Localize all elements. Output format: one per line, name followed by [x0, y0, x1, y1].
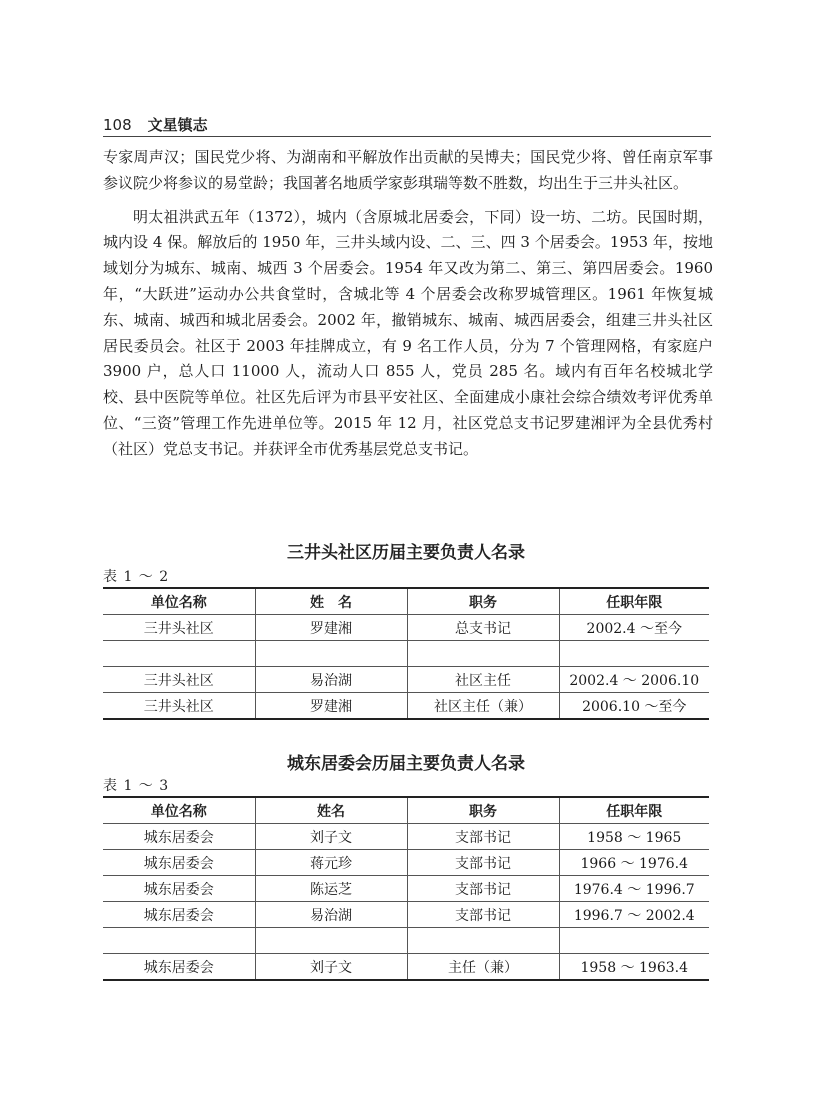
table-cell: 城东居委会: [103, 876, 255, 902]
column-header: 单位名称: [103, 797, 255, 824]
column-header: 任职年限: [559, 797, 709, 824]
table-sanjingtou-leaders: [103, 587, 709, 720]
table-cell: 社区主任: [407, 667, 559, 693]
table-cell: 城东居委会: [103, 954, 255, 981]
table-cell: [255, 928, 407, 954]
table-row: [103, 928, 709, 954]
table-row: [103, 824, 709, 850]
table-row: [103, 902, 709, 928]
table-row: [103, 667, 709, 693]
table-cell: [407, 928, 559, 954]
table-cell: [559, 641, 709, 667]
table-cell: 罗建湘: [255, 693, 407, 720]
table-cell: 1966 ～ 1976.4: [559, 850, 709, 876]
table-cell: 三井头社区: [103, 667, 255, 693]
table-cell: 社区主任（兼）: [407, 693, 559, 720]
table-row: [103, 615, 709, 641]
column-header: 职务: [407, 797, 559, 824]
paragraph: 明太祖洪武五年（1372），城内（含原城北居委会，下同）设一坊、二坊。民国时期，城内设 4 保。解放后的 1950 年，三井头域内设、二、三、四 3 个居委会。1953 年，按地域划分为城东、城南、城西 3 个居委会。1954 年又改为第二、第三、第四居委会。1960 年，“大跃进”运动办公共食堂时，含城北等 4 个居委会改称罗城管理区。1961 年恢复城东、城南、城西和城北居委会。2002 年，撤销城东、城南、城西居委会，组建三井头社区居民委员会。社区于 2003 年挂牌成立，有 9 名工作人员，分为 7 个管理网格，有家庭户 3900 户，总人口 11000 人，流动人口 855 人，党员 285 名。域内有百年名校城北学校、县中医院等单位。社区先后评为市县平安社区、全面建成小康社会综合绩效考评优秀单位、“三资”管理工作先进单位等。2015 年 12 月，社区党总支书记罗建湘评为全县优秀村（社区）党总支书记。并获评全市优秀基层党总支书记。: [103, 207, 713, 458]
table-label: 表 1 ～ 3: [103, 778, 170, 794]
table-cell: 罗建湘: [255, 615, 407, 641]
table-label: 表 1 ～ 2: [103, 569, 170, 585]
table-row: [103, 876, 709, 902]
table-cell: [559, 928, 709, 954]
table-cell: 支部书记: [407, 876, 559, 902]
table-cell: 刘子文: [255, 824, 407, 850]
table-cell: 2002.4 ～至今: [559, 615, 709, 641]
table-cell: 1958 ～ 1965: [559, 824, 709, 850]
column-header: 任职年限: [559, 588, 709, 615]
column-header: 单位名称: [103, 588, 255, 615]
table-chengdong-leaders: [103, 796, 709, 981]
table-cell: 城东居委会: [103, 850, 255, 876]
table-row: [103, 641, 709, 667]
table-cell: 2002.4 ～ 2006.10: [559, 667, 709, 693]
table-cell: 三井头社区: [103, 693, 255, 720]
running-header: [103, 114, 711, 135]
column-header: 姓 名: [255, 588, 407, 615]
column-header: 职务: [407, 588, 559, 615]
table-cell: [103, 641, 255, 667]
table-cell: 陈运芝: [255, 876, 407, 902]
table-cell: 1958 ～ 1963.4: [559, 954, 709, 981]
table-header-row: [103, 797, 709, 824]
body-text: [103, 145, 713, 471]
table-cell: [103, 928, 255, 954]
table-cell: 易治湖: [255, 667, 407, 693]
table-row: [103, 954, 709, 981]
header-rule: [103, 136, 711, 137]
paragraph: 专家周声汉；国民党少将、为湖南和平解放作出贡献的吴博夫；国民党少将、曾任南京军事参议院少将参议的易堂龄；我国著名地质学家彭琪瑞等数不胜数，均出生于三井头社区。: [103, 148, 713, 192]
book-title: 文星镇志: [147, 116, 208, 134]
table-title: 城东居委会历届主要负责人名录: [287, 754, 525, 774]
table-cell: 城东居委会: [103, 902, 255, 928]
table-cell: 三井头社区: [103, 615, 255, 641]
table-title: 三井头社区历届主要负责人名录: [287, 543, 525, 563]
table-cell: 刘子文: [255, 954, 407, 981]
table-cell: 1996.7 ～ 2002.4: [559, 902, 709, 928]
table-cell: 支部书记: [407, 850, 559, 876]
table-header-row: [103, 588, 709, 615]
table-cell: [407, 641, 559, 667]
table-cell: 主任（兼）: [407, 954, 559, 981]
table-cell: 城东居委会: [103, 824, 255, 850]
table-cell: 1976.4 ～ 1996.7: [559, 876, 709, 902]
table-cell: 易治湖: [255, 902, 407, 928]
table-cell: 总支书记: [407, 615, 559, 641]
table-cell: 2006.10 ～至今: [559, 693, 709, 720]
table-cell: [255, 641, 407, 667]
table-row: [103, 850, 709, 876]
table-cell: 支部书记: [407, 902, 559, 928]
table-cell: 支部书记: [407, 824, 559, 850]
table-row: [103, 693, 709, 720]
table-cell: 蒋元珍: [255, 850, 407, 876]
column-header: 姓名: [255, 797, 407, 824]
page-number: 108: [103, 116, 132, 134]
